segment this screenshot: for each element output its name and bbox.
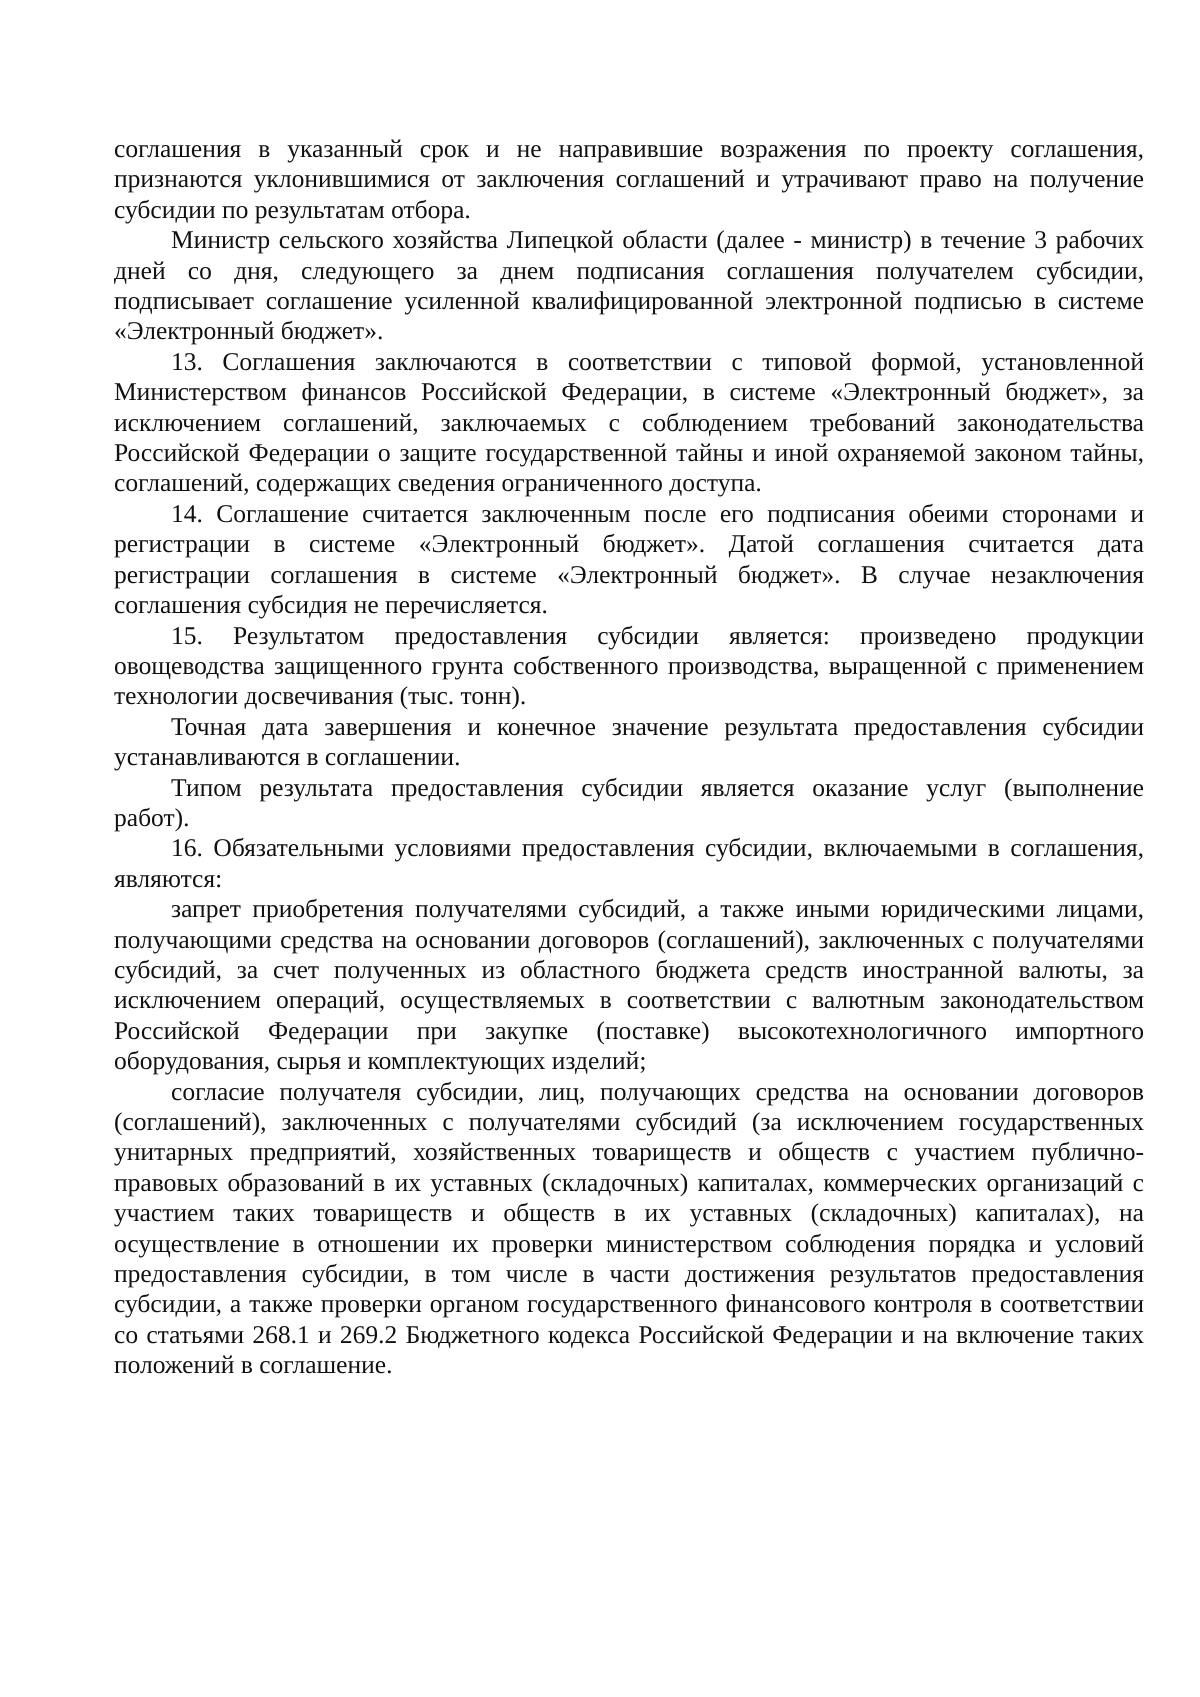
paragraph-currency-ban: запрет приобретения получателями субсидий, а также иными юридическими лицами, получающими средства на основании договоров (соглашений), заключенных с получателями субсидий, за счет полученных из областного бюджета средств иностранной валюты, за исключением операций, осуществляемых в соответствии с валютным законодательством Российской Федерации при закупке (поставке) высокотехнологичного импортного оборудования, сырья и комплектующих изделий; xyxy=(114,894,1144,1076)
paragraph-item-13: 13. Соглашения заключаются в соответствии с типовой формой, установленной Министерством финансов Российской Федерации, в системе «Электронный бюджет», за исключением соглашений, заключаемых с соблюдением требований законодательства Российской Федерации о защите государственной тайны и иной охраняемой законом тайны, соглашений, содержащих сведения ограниченного доступа. xyxy=(114,346,1144,498)
paragraph-item-16: 16. Обязательными условиями предоставления субсидии, включаемыми в соглашения, являются: xyxy=(114,833,1144,893)
paragraph-item-15: 15. Результатом предоставления субсидии является: произведено продукции овощеводства защищенного грунта собственного производства, выращенной с применением технологии досвечивания (тыс. тонн). xyxy=(114,620,1144,711)
paragraph-item-14: 14. Соглашение считается заключенным после его подписания обеими сторонами и регистрации в системе «Электронный бюджет». Датой соглашения считается дата регистрации соглашения в системе «Электронный бюджет». В случае незаключения соглашения субсидия не перечисляется. xyxy=(114,498,1144,620)
document-body xyxy=(114,134,1144,1381)
paragraph-result-type: Типом результата предоставления субсидии является оказание услуг (выполнение работ). xyxy=(114,772,1144,832)
paragraph-continuation: соглашения в указанный срок и не направившие возражения по проекту соглашения, признаются уклонившимися от заключения соглашений и утрачивают право на получение субсидии по результатам отбора. xyxy=(114,134,1144,224)
paragraph-inspection-consent: согласие получателя субсидии, лиц, получающих средства на основании договоров (соглашений), заключенных с получателями субсидий (за исключением государственных унитарных предприятий, хозяйственных товариществ и обществ с участием публично-правовых образований в их уставных (складочных) капиталах, коммерческих организаций с участием таких товариществ и обществ в их уставных (складочных) капиталах), на осуществление в отношении их проверки министерством соблюдения порядка и условий предоставления субсидии, в том числе в части достижения результатов предоставления субсидии, а также проверки органом государственного финансового контроля в соответствии со статьями 268.1 и 269.2 Бюджетного кодекса Российской Федерации и на включение таких положений в соглашение. xyxy=(114,1076,1144,1380)
paragraph-minister-signing: Министр сельского хозяйства Липецкой области (далее - министр) в течение 3 рабочих дней со дня, следующего за днем подписания соглашения получателем субсидии, подписывает соглашение усиленной квалифицированной электронной подписью в системе «Электронный бюджет». xyxy=(114,225,1144,346)
paragraph-result-date: Точная дата завершения и конечное значение результата предоставления субсидии устанавливаются в соглашении. xyxy=(114,711,1144,772)
